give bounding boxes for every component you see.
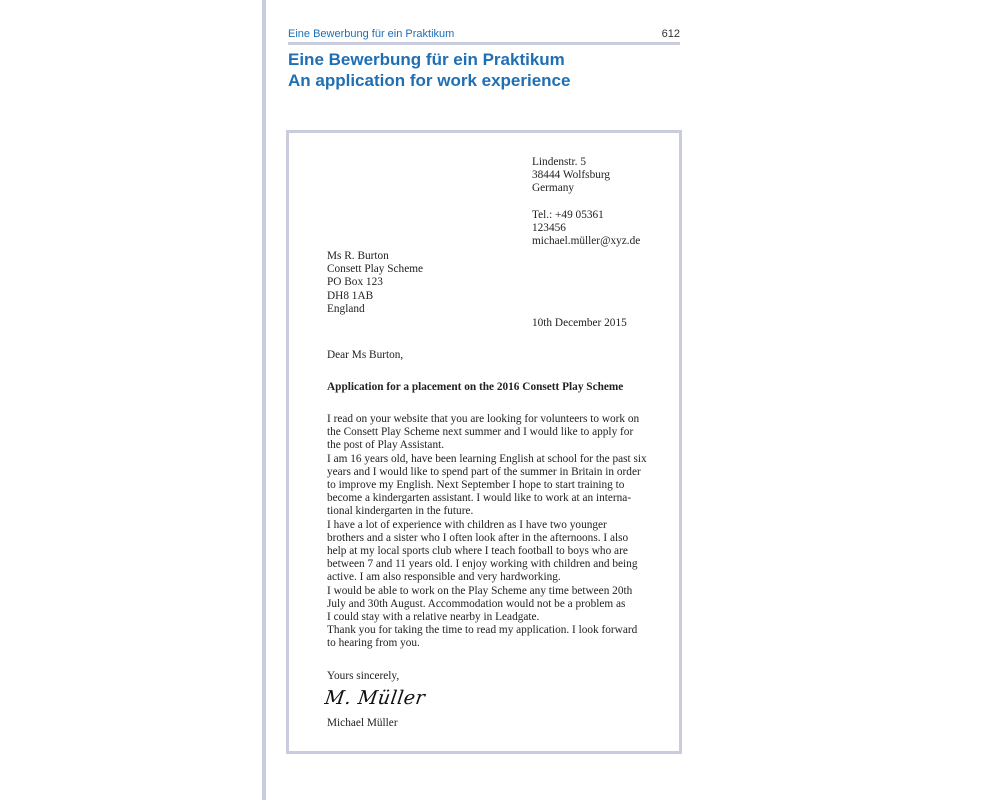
title-english: An application for work experience <box>288 71 571 90</box>
body-line: I am 16 years old, have been learning English at school for the past six <box>327 452 647 465</box>
sender-street: Lindenstr. 5 <box>532 156 586 168</box>
sender-phone-line-1: Tel.: +49 05361 <box>532 208 604 221</box>
paragraph <box>327 453 647 519</box>
sender-address <box>532 156 640 248</box>
running-header-title: Eine Bewerbung für ein Praktikum <box>288 28 455 40</box>
running-header <box>288 27 680 41</box>
body-line: years and I would like to spend part of the summer in Britain in order <box>327 465 641 478</box>
title-german: Eine Bewerbung für ein Praktikum <box>288 50 565 69</box>
header-divider <box>288 42 680 45</box>
recipient-name: Ms R. Burton <box>327 250 389 262</box>
letter-box <box>286 130 682 754</box>
sender-phone-line-2: 123456 <box>532 221 566 234</box>
page-margin-bar <box>262 0 266 800</box>
body-line: I would be able to work on the Play Scheme any time between 20th <box>327 584 633 597</box>
salutation: Dear Ms Burton, <box>327 349 404 361</box>
body-line: active. I am also responsible and very hardworking. <box>327 571 561 584</box>
paragraph <box>327 624 647 650</box>
body-line: I could stay with a relative nearby in Leadgate. <box>327 611 540 624</box>
paragraph <box>327 585 647 625</box>
body-line: tional kindergarten in the future. <box>327 505 474 518</box>
page-number: 612 <box>661 28 680 40</box>
letter-body <box>327 413 647 651</box>
handwritten-signature: M. Müller <box>323 687 427 709</box>
page-title <box>288 49 708 91</box>
body-line: to improve my English. Next September I hope to start training to <box>327 479 625 492</box>
recipient-country: England <box>327 302 365 315</box>
sender-email: michael.müller@xyz.de <box>532 235 641 248</box>
body-line: to hearing from you. <box>327 637 420 650</box>
recipient-address <box>327 250 423 316</box>
body-line: help at my local sports club where I teach football to boys who are <box>327 545 628 558</box>
body-line: July and 30th August. Accommodation would not be a problem as <box>327 597 626 610</box>
body-line: the Consett Play Scheme next summer and I would like to apply for <box>327 426 634 439</box>
body-line: become a kindergarten assistant. I would like to work at an interna- <box>327 492 632 505</box>
body-line: the post of Play Assistant. <box>327 439 445 452</box>
closing: Yours sincerely, <box>327 670 400 682</box>
body-line: between 7 and 11 years old. I enjoy working with children and being <box>327 558 638 571</box>
body-line: brothers and a sister who I often look after in the afternoons. I also <box>327 531 629 544</box>
signer-name: Michael Müller <box>327 717 398 729</box>
sender-country: Germany <box>532 182 575 195</box>
body-line: I have a lot of experience with children as I have two younger <box>327 518 607 531</box>
recipient-org: Consett Play Scheme <box>327 263 424 276</box>
body-line: Thank you for taking the time to read my application. I look forward <box>327 624 638 637</box>
body-line: I read on your website that you are looking for volunteers to work on <box>327 413 640 425</box>
paragraph <box>327 413 647 453</box>
recipient-box: PO Box 123 <box>327 276 383 289</box>
sender-city: 38444 Wolfsburg <box>532 169 611 182</box>
letter-date: 10th December 2015 <box>532 317 627 329</box>
subject-line: Application for a placement on the 2016 Consett Play Scheme <box>327 381 624 393</box>
paragraph <box>327 519 647 585</box>
recipient-postcode: DH8 1AB <box>327 289 374 302</box>
